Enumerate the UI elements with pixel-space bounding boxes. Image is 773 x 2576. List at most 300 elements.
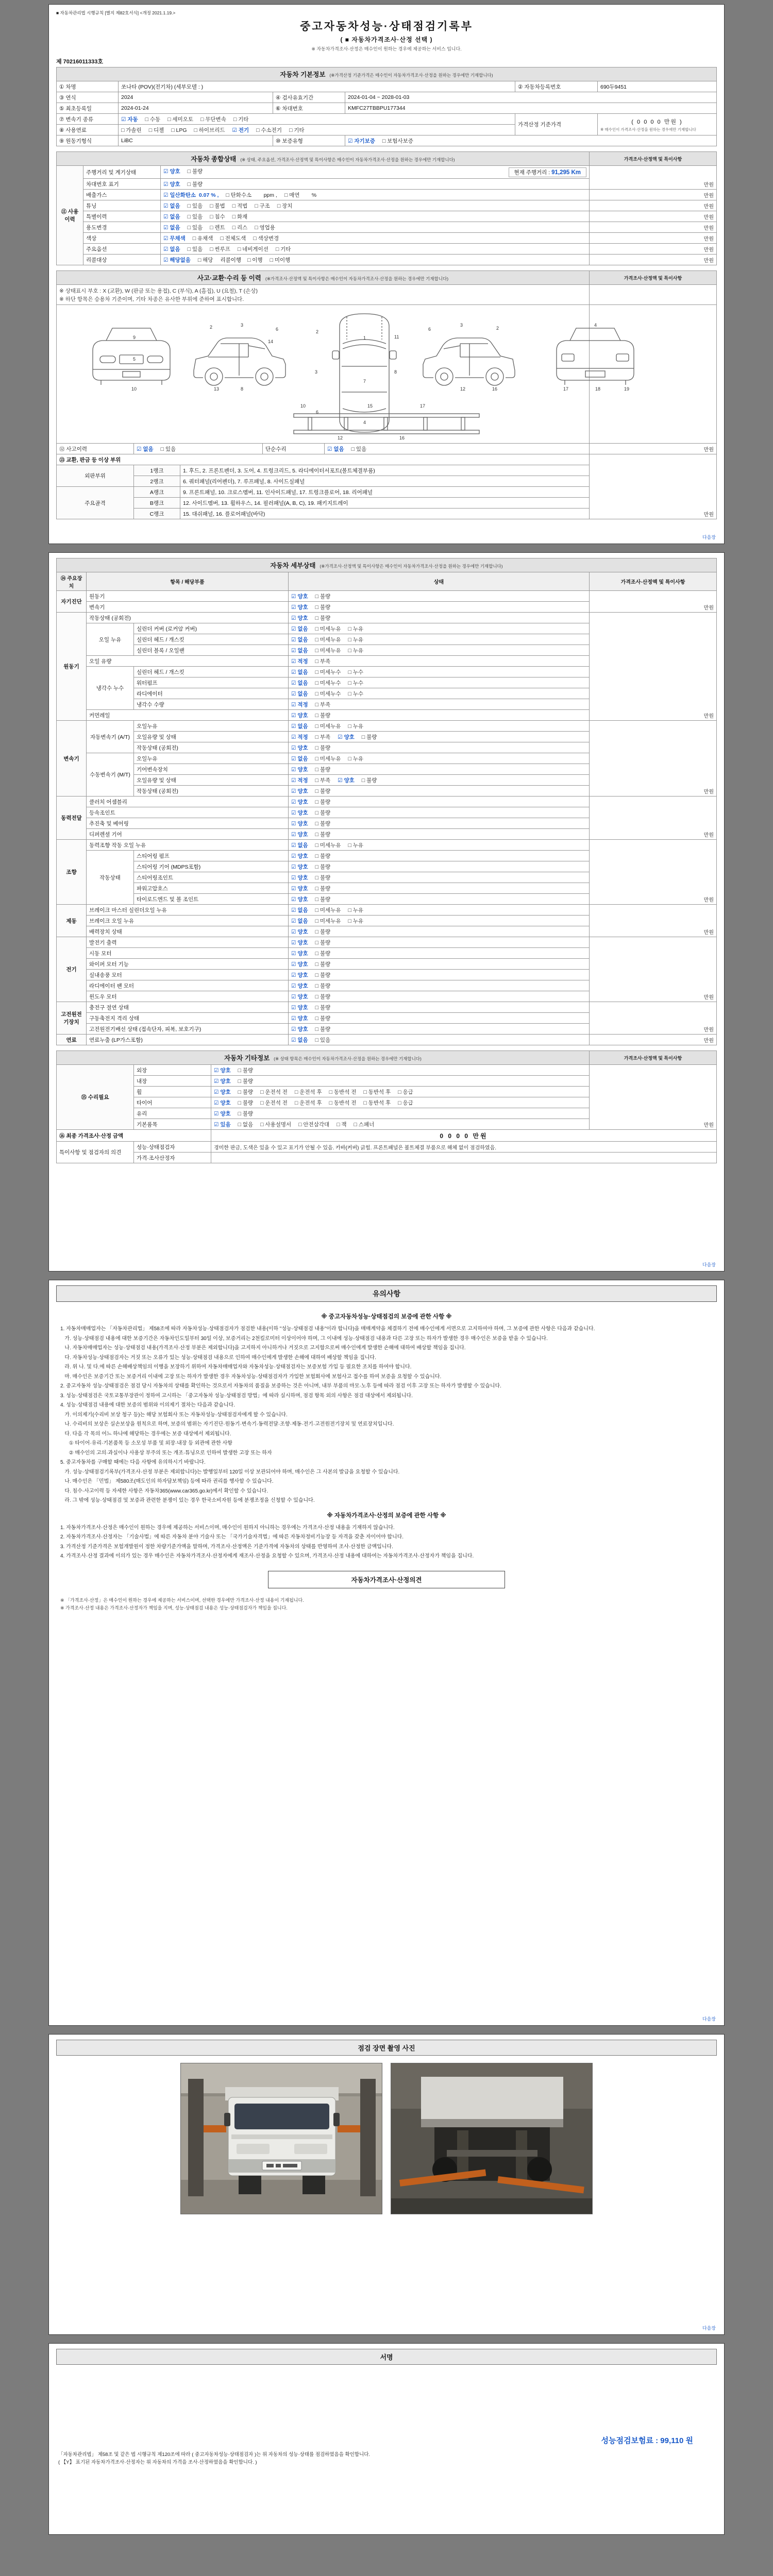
price-cell: 만원 (590, 454, 717, 519)
checkbox-option[interactable]: ☑ 없음 (291, 907, 308, 913)
state-cell (289, 851, 590, 861)
checkbox-option[interactable]: □ 동반석 전 (329, 1099, 357, 1106)
state-cell (289, 959, 590, 970)
checkbox-option[interactable]: ☑ 없음 (163, 246, 180, 252)
checkbox-option[interactable]: ☑ 양호 (214, 1078, 231, 1084)
item-label: 작동상태 (공회전) (134, 786, 289, 796)
checkbox-option[interactable]: ☑ 없음 (291, 625, 308, 632)
checkbox-option[interactable]: ☑ 양호 (291, 928, 308, 935)
state-cell (289, 980, 590, 991)
svg-text:10: 10 (300, 403, 306, 409)
checkbox-option[interactable]: ☑ 자기보증 (348, 138, 375, 144)
checkbox-option[interactable]: □ 운전석 전 (260, 1089, 288, 1095)
field-value-inspection-period: 2024-01-04 ~ 2028-01-03 (345, 92, 717, 103)
checkbox-option[interactable]: ☑ 없음 (291, 723, 308, 730)
checkbox-option[interactable]: ☑ 없음 (163, 224, 180, 231)
checkbox-option[interactable]: □ 미세누수 (315, 669, 341, 675)
item-label: 추진축 및 베어링 (87, 818, 289, 829)
field-value-plate: 690두9451 (598, 81, 717, 92)
checkbox-option[interactable]: □ 해당 (197, 257, 213, 263)
notes-title: 유의사항 (56, 1285, 717, 1302)
checkbox-option[interactable]: □ 색상변경 (253, 235, 279, 242)
checkbox-option[interactable]: □ 미세누유 (315, 636, 341, 643)
checkbox-option[interactable]: ☑ 양호 (214, 1067, 231, 1074)
checkbox-option[interactable]: □ 미세누유 (315, 755, 341, 762)
svg-text:16: 16 (399, 435, 405, 440)
checkbox-option[interactable]: ☑ 없음 (163, 213, 180, 220)
page-4 (48, 2034, 725, 2335)
checkbox-option[interactable]: □ 보험사보증 (382, 138, 413, 144)
checkbox-option[interactable]: ☑ 양호 (291, 593, 308, 600)
checkbox-option[interactable]: □ 기타 (233, 116, 249, 123)
checkbox-option[interactable]: ☑ 양호 (291, 712, 308, 719)
item-label: 등속조인트 (87, 807, 289, 818)
checkbox-option[interactable]: ☑ 양호 (214, 1099, 231, 1106)
checkbox-option[interactable]: □ 불량 (315, 1004, 331, 1011)
price-opinion-box: 자동차가격조사·산정의견 (268, 1571, 505, 1588)
checkbox-option[interactable]: □ 불량 (315, 809, 331, 816)
checkbox-option[interactable]: ☑ 전기 (232, 127, 249, 133)
diagram-part-numbers (131, 323, 629, 440)
checkbox-option[interactable]: □ 불량 (315, 1026, 331, 1032)
checkbox-option[interactable]: ☑ 없음 (291, 636, 308, 643)
checkbox-option[interactable]: □ 없음 (238, 1121, 254, 1128)
item-label: 배출가스 (83, 190, 161, 200)
checkbox-option[interactable]: ☑ 양호 (291, 809, 308, 816)
checkbox-option[interactable]: □ 부족 (315, 777, 331, 784)
item-label: 실린더 헤드 / 개스킷 (134, 634, 289, 645)
checkbox-option[interactable]: □ 불량 (315, 1015, 331, 1022)
checkbox-option[interactable]: ☑ 양호 (291, 1004, 308, 1011)
text-line: ※ 가격조사·산정 내용은 가격조사·산정자가 책임을 지며, 성능·상태점검 내용은 성능·상태점검자가 책임을 집니다. (60, 1605, 288, 1611)
checkbox-option[interactable]: □ 전체도색 (220, 235, 246, 242)
svg-text:12: 12 (460, 386, 466, 392)
checkbox-option[interactable]: □ 불량 (187, 181, 203, 188)
checkbox-option[interactable]: ☑ 양호 (291, 744, 308, 751)
checkbox-option[interactable]: □ 적법 (232, 202, 248, 209)
sub-group: 수동변속기 (M/T) (87, 753, 134, 796)
svg-text:8: 8 (241, 386, 244, 392)
checkbox-option[interactable]: □ 불량 (315, 831, 331, 838)
checkbox-option[interactable]: □ 누유 (348, 625, 364, 632)
text-line: 마. 매수인은 보증기간 또는 보증거리 이내에 고장 또는 하자가 발생한 경우 자동차성능·상태점검자가 가입한 보험회사에 보험사고 접수를 하여 보증을 요청할 수 있습니다. (60, 1374, 442, 1380)
checkbox-option[interactable]: □ 부족 (315, 658, 331, 665)
simple-repair-options (325, 444, 590, 454)
checkbox-option[interactable]: □ 불량 (315, 863, 331, 870)
sub-group: 냉각수 누수 (87, 667, 134, 710)
opinion-who: 가격·조사산정자 (134, 1153, 211, 1163)
checkbox-option[interactable]: ☑ 없음 (291, 680, 308, 686)
checkbox-option[interactable]: □ 매연 % (284, 192, 317, 198)
item-label: 외장 (134, 1065, 211, 1076)
checkbox-option[interactable]: □ 침수 (210, 213, 225, 220)
checkbox-option[interactable]: □ 미세누유 (315, 918, 341, 924)
item-label: 타이로드엔드 및 볼 조인트 (134, 894, 289, 905)
checkbox-option[interactable]: ☑ 없음 (291, 690, 308, 697)
checkbox-option[interactable]: □ 썬루프 (210, 246, 230, 252)
checkbox-option[interactable]: □ 미세누유 (315, 907, 341, 913)
svg-text:4: 4 (363, 419, 366, 425)
item-label: 라디에이터 팬 모터 (87, 980, 289, 991)
svg-text:11: 11 (394, 334, 399, 340)
item-label: 연료누출 (LP가스포함) (87, 1035, 289, 1045)
svg-text:6: 6 (316, 409, 319, 415)
checkbox-option[interactable]: □ 네비게이션 (237, 246, 268, 252)
state-cell (211, 1108, 590, 1119)
checkbox-option[interactable]: ☑ 적정 (291, 701, 308, 708)
checkbox-option[interactable]: □ 불량 (315, 712, 331, 719)
checkbox-option[interactable]: □ 누유 (348, 647, 364, 654)
checkbox-option[interactable]: □ 있음 (187, 224, 203, 231)
price-cell: 만원 (590, 613, 717, 721)
checkbox-option[interactable]: □ 수동 (145, 116, 161, 123)
checkbox-option[interactable]: ☑ 적정 (291, 658, 308, 665)
checkbox-option[interactable]: ☑ 양호 (214, 1089, 231, 1095)
checkbox-option[interactable]: ☑ 양호 (291, 874, 308, 881)
state-cell (289, 872, 590, 883)
checkbox-option[interactable]: ☑ 해당없음 (163, 257, 191, 263)
item-label: 튜닝 (83, 200, 161, 211)
underbody-frame-view (294, 414, 479, 434)
sub-group: 오일 누유 (87, 623, 134, 656)
checkbox-option[interactable]: ☑ 없음 (137, 446, 154, 452)
svg-text:3: 3 (241, 322, 244, 328)
checkbox-option[interactable]: □ 있음 (315, 1037, 331, 1043)
state-cell (289, 764, 590, 775)
checkbox-option[interactable]: □ 불량 (315, 993, 331, 1000)
checkbox-option[interactable]: □ 불량 (315, 615, 331, 621)
checkbox-option[interactable]: □ 불량 (315, 896, 331, 903)
signature-title: 서명 (56, 2349, 717, 2365)
checkbox-option[interactable]: □ 불량 (315, 950, 331, 957)
checkbox-option[interactable]: □ 있음 (187, 213, 203, 220)
checkbox-option[interactable]: ☑ 없음 (291, 669, 308, 675)
checkbox-option[interactable]: ☑ 양호 (291, 1015, 308, 1022)
checkbox-option[interactable]: □ 리스 (232, 224, 248, 231)
checkbox-option[interactable]: □ 불량 (238, 1067, 254, 1074)
checkbox-option[interactable]: ☑ 양호 (338, 777, 355, 784)
checkbox-option[interactable]: □ 운전석 전 (260, 1099, 288, 1106)
checkbox-option[interactable]: ☑ 양호 (291, 993, 308, 1000)
svg-text:17: 17 (563, 386, 569, 392)
checkbox-option[interactable]: □ 기타 (275, 246, 291, 252)
state-cell (289, 807, 590, 818)
state-cell (289, 1035, 590, 1045)
checkbox-option[interactable]: □ 기타 (289, 127, 305, 133)
section-note: (※가격산정 기준가격은 매수인이 자동차가격조사·산정을 원하는 경우에만 기재합니다) (329, 73, 493, 78)
checkbox-option[interactable]: □ 불법 (210, 202, 225, 209)
checkbox-option[interactable]: ☑ 양호 (291, 950, 308, 957)
sub-group: 작동상태 (87, 851, 134, 905)
checkbox-option[interactable]: □ 불량 (315, 972, 331, 978)
state-cell (211, 1119, 590, 1130)
checkbox-option[interactable]: □ 운전석 후 (294, 1099, 322, 1106)
checkbox-option[interactable]: □ 구조 (255, 202, 270, 209)
checkbox-option[interactable]: ☑ 양호 (291, 820, 308, 827)
item-label: 파워고압호스 (134, 883, 289, 894)
checkbox-option[interactable]: □ 불량 (315, 820, 331, 827)
checkbox-option[interactable]: □ 스패너 (354, 1121, 375, 1128)
price-cell: 만원 (590, 200, 717, 211)
checkbox-option[interactable]: ☑ 양호 (291, 1026, 308, 1032)
item-label: 워터펌프 (134, 677, 289, 688)
checkbox-option[interactable]: □ 불량 (315, 885, 331, 892)
checkbox-option[interactable]: □ 불량 (315, 593, 331, 600)
text-line: 5. 중고자동차를 구매할 때에는 다음 사항에 유의하시기 바랍니다. (60, 1460, 206, 1465)
checkbox-option[interactable]: □ 동반석 후 (363, 1089, 391, 1095)
checkbox-option[interactable]: □ 불량 (315, 874, 331, 881)
item-label: 오일유량 및 상태 (134, 732, 289, 742)
checkbox-option[interactable]: □ 장치 (277, 202, 293, 209)
opinion-text (211, 1153, 717, 1163)
checkbox-option[interactable]: ☑ 양호 (291, 788, 308, 794)
checkbox-option[interactable]: ☑ 없음 (163, 202, 180, 209)
checkbox-option[interactable]: ☑ 양호 (291, 972, 308, 978)
svg-text:3: 3 (460, 322, 463, 328)
overall-status-table (56, 151, 717, 265)
checkbox-option[interactable]: □ 불량 (315, 799, 331, 805)
checkbox-option[interactable]: □ 불량 (315, 744, 331, 751)
checkbox-option[interactable]: ☑ 일산화탄소 0.07 % , (163, 192, 219, 198)
checkbox-option[interactable]: □ 불량 (238, 1099, 254, 1106)
text-line: 4. 가격조사·산정 결과에 이의가 있는 경우 매수인은 자동차가격조사·산정자에게 재조사·산정을 요청할 수 있으며, 가격조사·산정 내용에 대하여는 자동차가격조사·산정자가 책임을 집니다. (60, 1553, 474, 1559)
rank-items: 6. 쿼터패널(리어펜더), 7. 루프패널, 8. 사이드실패널 (180, 476, 590, 487)
checkbox-option[interactable]: □ 응급 (398, 1089, 413, 1095)
checkbox-option[interactable]: □ 동반석 전 (329, 1089, 357, 1095)
checkbox-option[interactable]: ☑ 있음 (214, 1121, 231, 1128)
checkbox-option[interactable]: □ 불량 (361, 734, 377, 740)
checkbox-option[interactable]: ☑ 적정 (291, 734, 308, 740)
checkbox-option[interactable]: □ 부족 (315, 734, 331, 740)
checkbox-option[interactable]: □ 미이행 (270, 257, 291, 263)
checkbox-option[interactable]: □ 불량 (238, 1078, 254, 1084)
text-line: 3. 가격산정 기준가격은 보험개발원이 정한 차량기준가액을 말하며, 가격조사·산정액은 기준가격에 자동차의 상태를 반영하여 조사·산정한 금액입니다. (60, 1544, 393, 1550)
state-cell (289, 699, 590, 710)
checkbox-option[interactable]: ☑ 양호 (291, 863, 308, 870)
checkbox-option[interactable]: □ 불량 (315, 928, 331, 935)
page-1 (48, 4, 725, 544)
rank-items: 9. 프론트패널, 10. 크로스멤버, 11. 인사이드패널, 17. 트렁크플로어, 18. 리어패널 (180, 487, 590, 498)
checkbox-option[interactable]: □ 불량 (315, 853, 331, 859)
checkbox-option[interactable]: □ 미세누유 (315, 723, 341, 730)
item-label: 라디에이터 (134, 688, 289, 699)
checkbox-option[interactable]: □ 렌트 (210, 224, 225, 231)
checkbox-option[interactable]: ☑ 양호 (291, 604, 308, 611)
checkbox-option[interactable]: □ 유채색 (192, 235, 213, 242)
checkbox-option[interactable]: □ 있음 (187, 202, 203, 209)
checkbox-option[interactable]: □ 부족 (315, 701, 331, 708)
checkbox-option[interactable]: ☑ 양호 (291, 615, 308, 621)
right-side-view (423, 338, 515, 385)
item-label: 실린더 헤드 / 개스킷 (134, 667, 289, 677)
rear-view (557, 328, 634, 385)
rank-label: C랭크 (134, 509, 180, 519)
checkbox-option[interactable]: ☑ 적정 (291, 777, 308, 784)
checkbox-option[interactable]: ☑ 양호 (163, 181, 180, 188)
checkbox-option[interactable]: □ 불량 (238, 1110, 254, 1117)
checkbox-option[interactable]: □ 무단변속 (200, 116, 226, 123)
notes-section-b-title: ※ 자동차가격조사·산정의 보증에 관한 사항 ※ (327, 1512, 446, 1519)
checkbox-option[interactable]: ☑ 양호 (291, 885, 308, 892)
checkbox-option[interactable]: □ 있음 (160, 446, 176, 452)
checkbox-option[interactable]: □ 누수 (348, 680, 364, 686)
text-line: 4. 성능·상태점검 내용에 대한 보증의 범위와 이의제기 절차는 다음과 같습니다. (60, 1402, 235, 1408)
state-cell (161, 233, 590, 244)
checkbox-option[interactable]: □ 안전삼각대 (298, 1121, 330, 1128)
checkbox-option[interactable]: ☑ 없음 (291, 842, 308, 849)
checkbox-option[interactable]: □ 운전석 후 (294, 1089, 322, 1095)
checkbox-option[interactable]: ☑ 양호 (291, 799, 308, 805)
rank-label: 1랭크 (134, 465, 180, 476)
checkbox-option[interactable]: □ 누유 (348, 918, 364, 924)
opinion-text: 경미한 판금, 도색은 있을 수 있고 표기가 안될 수 있음. 카바(커버) 긁힘. 프론트패널은 볼트체결 부품으로 해체 없이 점검하였음. (211, 1142, 717, 1153)
checkbox-option[interactable]: □ 불량 (315, 982, 331, 989)
checkbox-option[interactable]: □ LPG (171, 127, 187, 133)
rank-label: A랭크 (134, 487, 180, 498)
next-page-link[interactable]: 다음장 (702, 535, 716, 540)
checkbox-option[interactable]: □ 이행 (247, 257, 263, 263)
item-label: 오일누유 (134, 753, 289, 764)
item-label: 주행거리 및 계기상태 (83, 166, 161, 179)
checkbox-option[interactable]: □ 사용설명서 (260, 1121, 292, 1128)
next-page-link[interactable]: 다음장 (702, 2016, 716, 2022)
text-line: 1. 자동차가격조사·산정은 매수인이 원하는 경우에 제공하는 서비스이며, 매수인이 원하지 아니하는 경우에는 가격조사·산정 내용을 기재하지 않습니다. (60, 1524, 395, 1531)
svg-text:5: 5 (133, 356, 136, 362)
mileage-label: 현재 주행거리 : (514, 169, 550, 176)
item-label: 유리 (134, 1108, 211, 1119)
checkbox-option[interactable]: □ 누유 (348, 723, 364, 730)
checkbox-option[interactable]: ☑ 양호 (163, 168, 180, 175)
checkbox-option[interactable]: ☑ 양호 (338, 734, 355, 740)
checkbox-option[interactable]: □ 불량 (315, 604, 331, 611)
checkbox-option[interactable]: □ 불량 (238, 1089, 254, 1095)
checkbox-option[interactable]: □ 잭 (337, 1121, 347, 1128)
checkbox-option[interactable]: □ 불량 (187, 168, 203, 175)
checkbox-option[interactable]: ☑ 양호 (291, 831, 308, 838)
item-label: 스티어링 기어 (MDPS포함) (134, 861, 289, 872)
item-label: 디퍼렌셜 기어 (87, 829, 289, 840)
checkbox-option[interactable]: □ 가솔린 (121, 127, 142, 133)
checkbox-option[interactable]: □ 탄화수소 ppm , (226, 192, 277, 198)
text-line: 2. 자동차가격조사·산정자는 「기술사법」에 따른 자동차 분야 기술사 또는 「국가기술자격법」에 따른 자동차정비기능장 등 자격을 갖춘 자이어야 합니다. (60, 1534, 404, 1540)
checkbox-option[interactable]: □ 미세누유 (315, 647, 341, 654)
document-title: 중고자동차성능·상태점검기록부 (300, 21, 473, 32)
section-note: (※가격조사·산정액 및 특이사항은 매수인이 자동차가격조사·산정을 원하는 경우에만 기재합니다) (265, 276, 449, 281)
checkbox-option[interactable]: ☑ 양호 (291, 896, 308, 903)
checkbox-option[interactable]: □ 불량 (361, 777, 377, 784)
field-value-year: 2024 (119, 92, 273, 103)
next-page-link[interactable]: 다음장 (702, 2326, 716, 2331)
footer-statements (56, 2451, 717, 2468)
checkbox-option[interactable]: □ 누유 (348, 755, 364, 762)
text-line: 나. 자동차매매업자는 성능·상태점검 내용(가격조사·산정 부분은 제외합니다)을 고지하지 아니하거나 거짓으로 고지함으로써 매수인에게 발생한 손해에 대하여 배상할 책임을 집니다. (60, 1345, 466, 1351)
checkbox-option[interactable]: ☑ 없음 (327, 446, 344, 452)
base-price-note: ※ 매수인이 가격조사·산정을 원하는 경우에만 기재합니다 (600, 127, 696, 132)
state-cell (289, 796, 590, 807)
state-cell (289, 894, 590, 905)
checkbox-option[interactable]: □ 있음 (187, 246, 203, 252)
svg-text:9: 9 (133, 334, 136, 340)
item-label: 오일누유 (134, 721, 289, 732)
checkbox-option[interactable]: □ 누유 (348, 907, 364, 913)
checkbox-option[interactable]: □ 누수 (348, 669, 364, 675)
checkbox-option[interactable]: □ 불량 (315, 961, 331, 968)
base-price-value: ( 0 0 0 0 만원 ) (631, 119, 683, 125)
checkbox-option[interactable]: ☑ 양호 (291, 766, 308, 773)
base-price-cell (598, 114, 717, 135)
checkbox-option[interactable]: □ 하이브리드 (194, 127, 225, 133)
checkbox-option[interactable]: □ 미세누수 (315, 680, 341, 686)
checkbox-option[interactable]: □ 화재 (232, 213, 248, 220)
signature-area[interactable] (56, 2372, 717, 2433)
checkbox-option[interactable]: ☑ 없음 (291, 647, 308, 654)
status-code-legend (57, 285, 590, 305)
mileage-box (509, 167, 586, 177)
checkbox-option[interactable]: ☑ 없음 (291, 755, 308, 762)
checkbox-option[interactable]: □ 누유 (348, 842, 364, 849)
checkbox-option[interactable]: □ 영업용 (255, 224, 275, 231)
photo-row (56, 2063, 717, 2214)
checkbox-option[interactable]: □ 수소전기 (256, 127, 282, 133)
page-3 (48, 1280, 725, 2026)
checkbox-option[interactable]: □ 누유 (348, 636, 364, 643)
checkbox-option[interactable]: □ 미세누수 (315, 690, 341, 697)
checkbox-option[interactable]: □ 동반석 후 (363, 1099, 391, 1106)
text-line: 2. 중고자동차 성능·상태점검은 점검 당시 자동차의 상태를 확인하는 것으로서 자동차의 품질을 보증하는 것은 아니며, 내부 부품의 마모·노후 등에 따라 점검 이후 고장 또는 하자가 발생할 수 있습니다. (60, 1383, 501, 1389)
item-label: 타이어 (134, 1097, 211, 1108)
item-label: 시동 모터 (87, 948, 289, 959)
checkbox-option[interactable]: □ 있음 (351, 446, 367, 452)
checkbox-option[interactable]: ☑ 없음 (291, 1037, 308, 1043)
checkbox-option[interactable]: □ 세미오토 (167, 116, 194, 123)
checkbox-option[interactable]: □ 누수 (348, 690, 364, 697)
checkbox-option[interactable]: ☑ 양호 (291, 961, 308, 968)
exchange-header: ⑬ 교환, 판금 등 이상 부위 (57, 454, 590, 465)
checkbox-option[interactable]: □ 디젤 (148, 127, 164, 133)
checkbox-option[interactable]: ☑ 양호 (291, 853, 308, 859)
checkbox-option[interactable]: ☑ 양호 (291, 939, 308, 946)
checkbox-option[interactable]: ☑ 양호 (214, 1110, 231, 1117)
item-label: 내장 (134, 1076, 211, 1087)
field-value-vin: KMFC27TBBPU177344 (345, 103, 717, 114)
checkbox-option[interactable]: ☑ 자동 (121, 116, 138, 123)
checkbox-option[interactable]: □ 미세누유 (315, 625, 341, 632)
checkbox-option[interactable]: ☑ 없음 (291, 918, 308, 924)
field-label: ⑧ 사용연료 (57, 125, 119, 135)
state-cell (161, 255, 590, 265)
svg-text:10: 10 (131, 386, 137, 392)
checkbox-option[interactable]: □ 미세누유 (315, 842, 341, 849)
checkbox-option[interactable]: ☑ 양호 (291, 982, 308, 989)
accident-history-options (134, 444, 263, 454)
item-label: 실린더 커버 (로커암 커버) (134, 623, 289, 634)
state-cell (289, 1024, 590, 1035)
checkbox-option[interactable]: ☑ 무채색 (163, 235, 186, 242)
checkbox-option[interactable]: □ 불량 (315, 788, 331, 794)
next-page-link[interactable]: 다음장 (702, 1262, 716, 1267)
text-line: 다. 다음 각 목의 어느 하나에 해당하는 경우에는 보증 대상에서 제외됩니다. (60, 1431, 231, 1437)
document-subtitle: ( ■ 자동차가격조사·산정 선택 ) (340, 36, 433, 43)
checkbox-option[interactable]: □ 불량 (315, 766, 331, 773)
top-view (332, 314, 396, 432)
checkbox-option[interactable]: □ 응급 (398, 1099, 413, 1106)
text-line: 라. 그 밖에 성능·상태점검 및 보증과 관련한 분쟁이 있는 경우 한국소비자원 등에 분쟁조정을 신청할 수 있습니다. (60, 1498, 315, 1503)
device-group: 연료 (57, 1035, 87, 1045)
svg-text:2: 2 (210, 324, 213, 330)
photos-title: 점검 장면 촬영 사진 (56, 2040, 717, 2056)
checkbox-option[interactable]: □ 불량 (315, 939, 331, 946)
transmission-options (119, 114, 515, 125)
